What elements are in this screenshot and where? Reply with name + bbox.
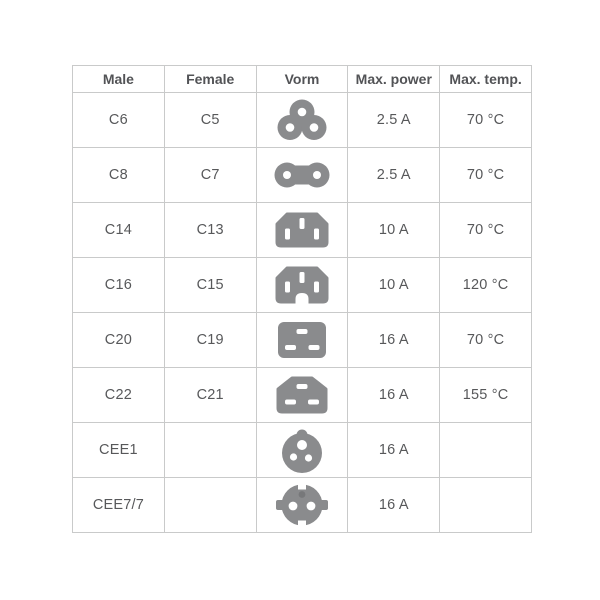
header-max-power: Max. power — [348, 66, 440, 93]
c5-cloverleaf-connector-icon — [276, 99, 328, 141]
table-row — [73, 478, 532, 533]
female-cell: C5 — [164, 93, 256, 148]
female-cell: C21 — [164, 368, 256, 423]
max-temp-cell: 70 °C — [440, 203, 532, 258]
max-temp-cell: 70 °C — [440, 93, 532, 148]
male-cell: C6 — [73, 93, 165, 148]
header-vorm: Vorm — [256, 66, 348, 93]
female-cell: C7 — [164, 148, 256, 203]
vorm-cell — [256, 368, 348, 423]
vorm-cell — [256, 258, 348, 313]
c7-figure-eight-connector-icon — [274, 162, 330, 188]
max-power-cell: 10 A — [348, 258, 440, 313]
vorm-cell — [256, 148, 348, 203]
male-cell: C16 — [73, 258, 165, 313]
max-power-cell: 16 A — [348, 423, 440, 478]
connector-table — [72, 65, 532, 533]
max-power-cell: 2.5 A — [348, 93, 440, 148]
max-power-cell: 16 A — [348, 313, 440, 368]
table-row — [73, 423, 532, 478]
c15-notched-connector-icon — [275, 266, 329, 304]
vorm-cell — [256, 423, 348, 478]
cee7-7-schuko-connector-icon — [274, 482, 330, 528]
max-temp-cell — [440, 478, 532, 533]
connector-table-container — [72, 65, 532, 533]
max-temp-cell: 70 °C — [440, 313, 532, 368]
max-temp-cell: 120 °C — [440, 258, 532, 313]
vorm-cell — [256, 93, 348, 148]
male-cell: CEE1 — [73, 423, 165, 478]
male-cell: C8 — [73, 148, 165, 203]
vorm-cell — [256, 203, 348, 258]
female-cell: C13 — [164, 203, 256, 258]
max-power-cell: 10 A — [348, 203, 440, 258]
table-row — [73, 203, 532, 258]
female-cell — [164, 423, 256, 478]
female-cell — [164, 478, 256, 533]
table-row — [73, 258, 532, 313]
table-row — [73, 148, 532, 203]
female-cell: C15 — [164, 258, 256, 313]
c13-connector-icon — [275, 212, 329, 248]
cee1-round-connector-icon — [277, 427, 327, 474]
female-cell: C19 — [164, 313, 256, 368]
vorm-cell — [256, 313, 348, 368]
table-row — [73, 93, 532, 148]
max-power-cell: 16 A — [348, 478, 440, 533]
header-row — [73, 66, 532, 93]
male-cell: CEE7/7 — [73, 478, 165, 533]
header-male: Male — [73, 66, 165, 93]
table-row — [73, 313, 532, 368]
c21-connector-icon — [276, 376, 328, 414]
c19-connector-icon — [277, 321, 327, 359]
max-power-cell: 16 A — [348, 368, 440, 423]
male-cell: C22 — [73, 368, 165, 423]
vorm-cell — [256, 478, 348, 533]
max-power-cell: 2.5 A — [348, 148, 440, 203]
male-cell: C20 — [73, 313, 165, 368]
header-max-temp: Max. temp. — [440, 66, 532, 93]
table-row — [73, 368, 532, 423]
male-cell: C14 — [73, 203, 165, 258]
max-temp-cell — [440, 423, 532, 478]
header-female: Female — [164, 66, 256, 93]
max-temp-cell: 70 °C — [440, 148, 532, 203]
max-temp-cell: 155 °C — [440, 368, 532, 423]
